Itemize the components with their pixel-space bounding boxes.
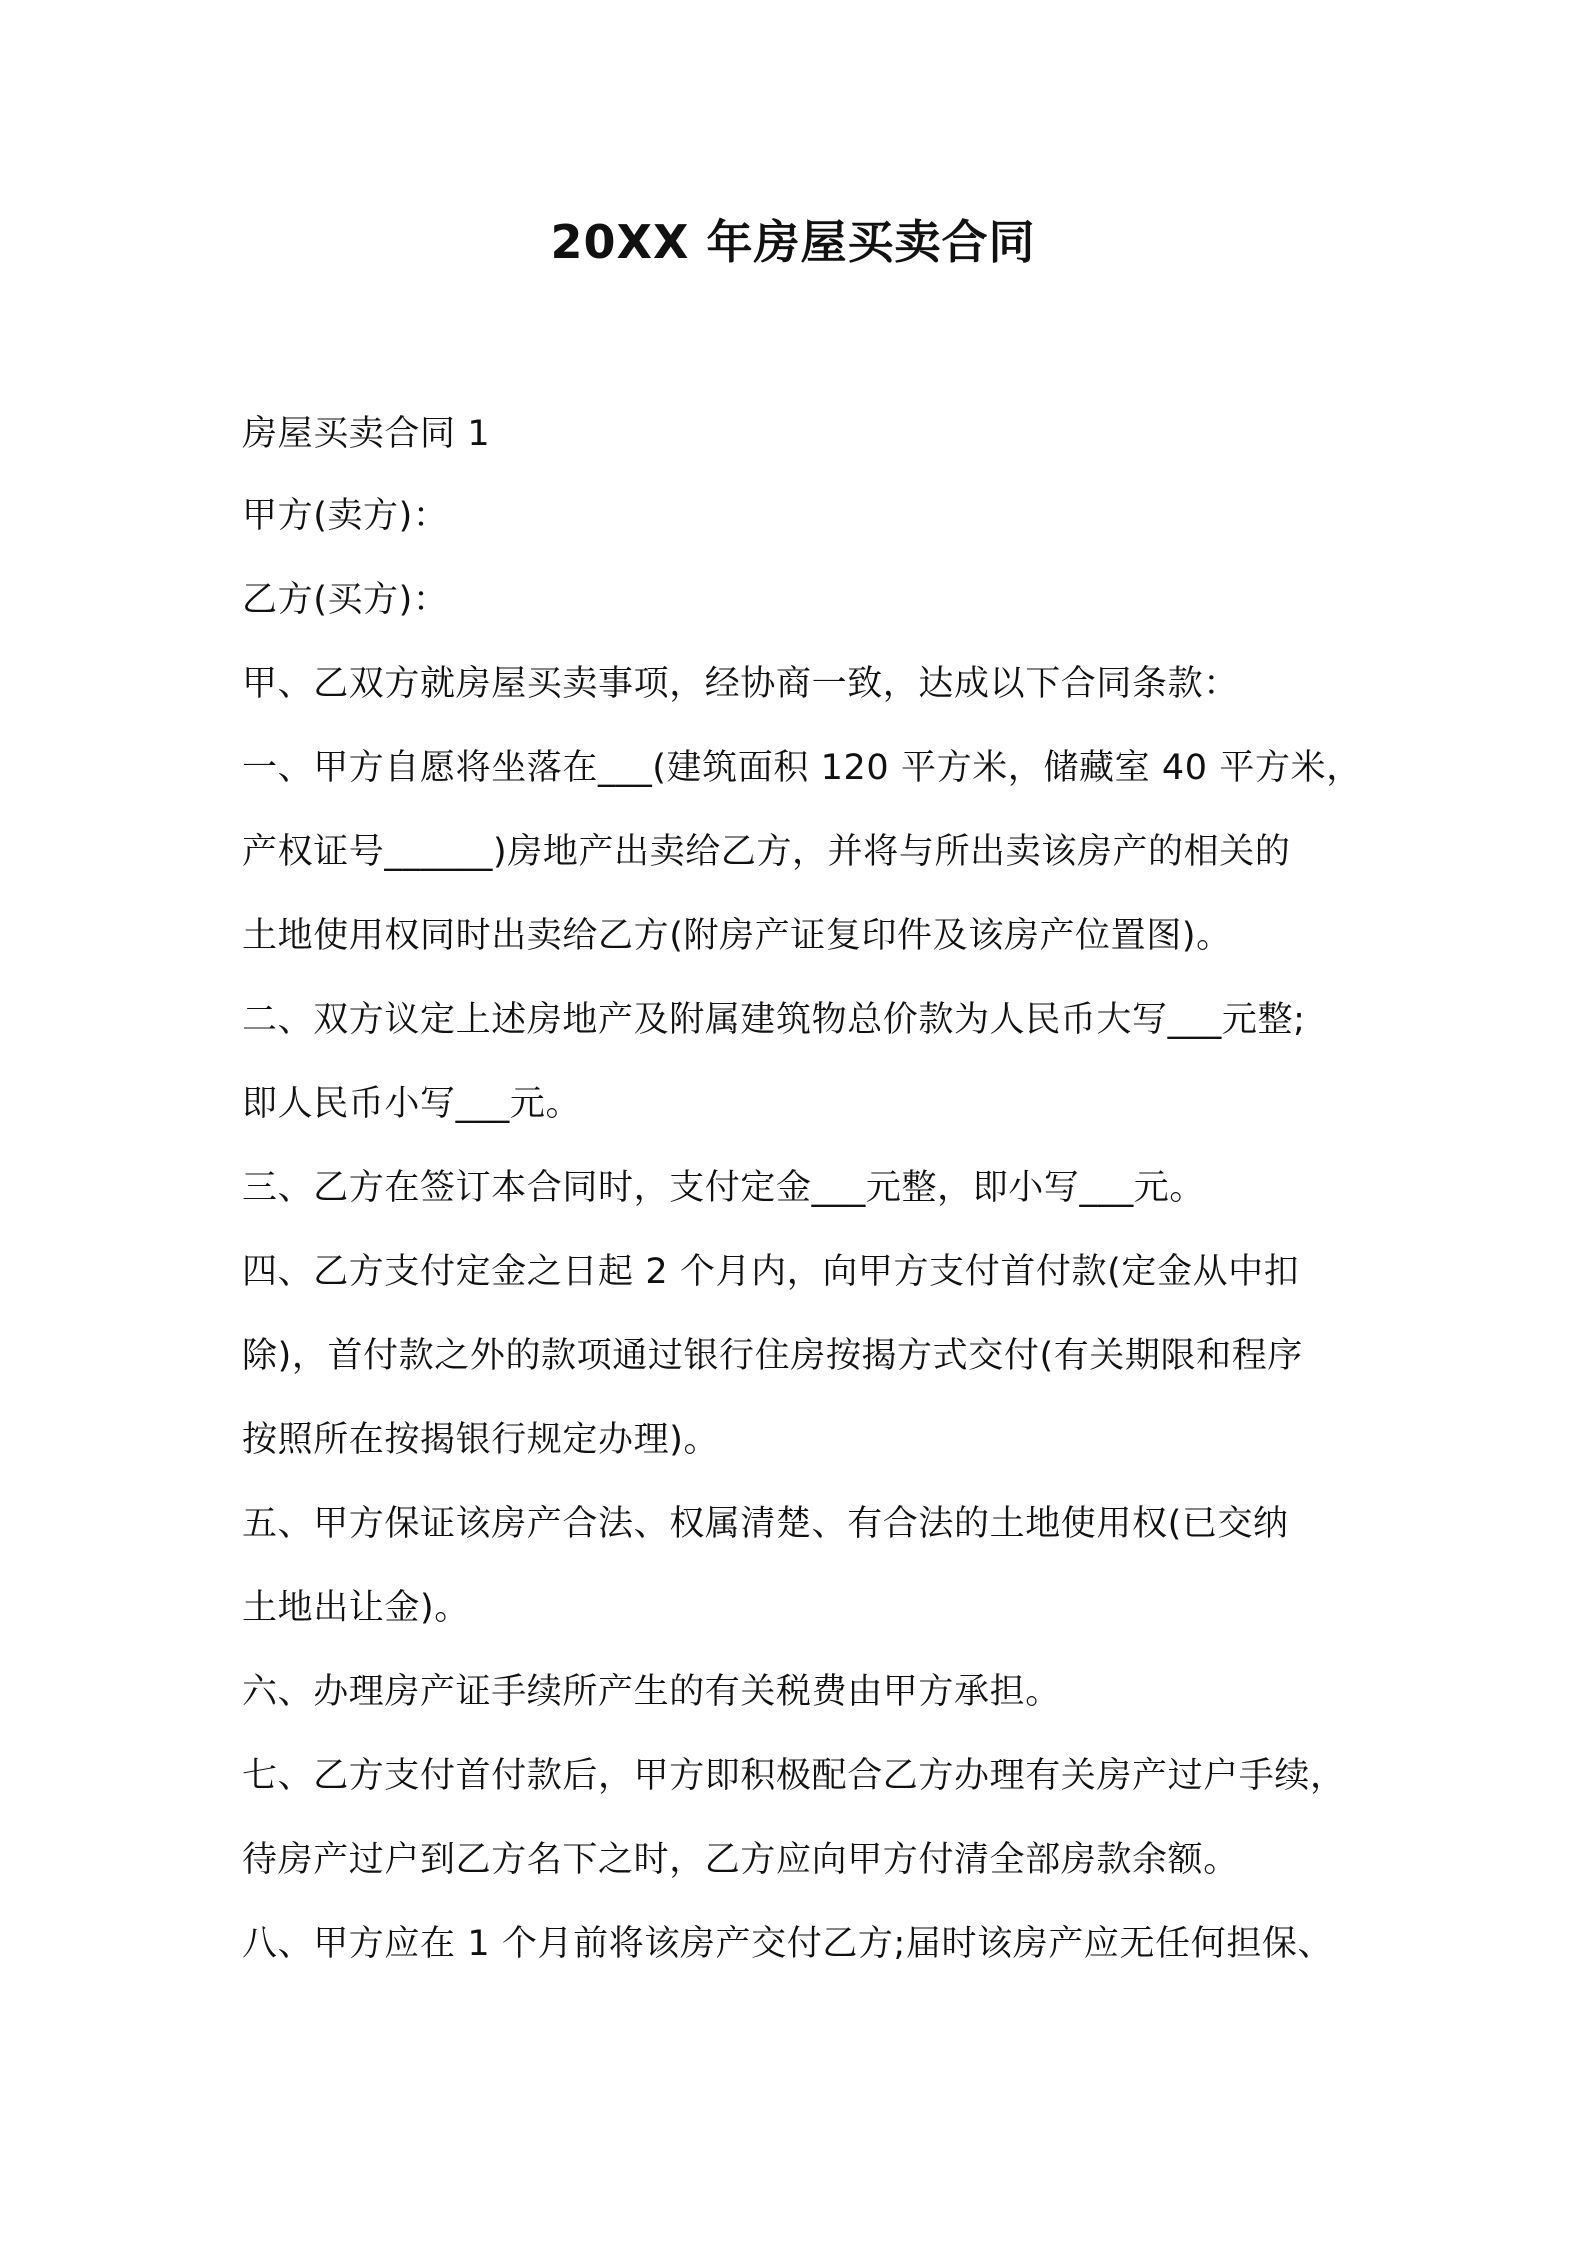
clause-1-line-2: 产权证号______)房地产出卖给乙方，并将与所出卖该房产的相关的 [242, 832, 1291, 872]
clause-3-line-1: 三、乙方在签订本合同时，支付定金___元整，即小写___元。 [242, 1168, 1206, 1208]
clause-2-line-1: 二、双方议定上述房地产及附属建筑物总价款为人民币大写___元整; [242, 1000, 1306, 1040]
clause-4-line-1: 四、乙方支付定金之日起 2 个月内，向甲方支付首付款(定金从中扣 [242, 1252, 1300, 1292]
clause-5-line-1: 五、甲方保证该房产合法、权属清楚、有合法的土地使用权(已交纳 [242, 1504, 1289, 1544]
clause-5-line-2: 土地出让金)。 [242, 1588, 470, 1628]
clause-4-line-3: 按照所在按揭银行规定办理)。 [242, 1420, 720, 1460]
clause-1-line-3: 土地使用权同时出卖给乙方(附房产证复印件及该房产位置图)。 [242, 916, 1232, 956]
clause-7-line-2: 待房产过户到乙方名下之时，乙方应向甲方付清全部房款余额。 [242, 1840, 1239, 1880]
clause-4-line-2: 除)，首付款之外的款项通过银行住房按揭方式交付(有关期限和程序 [242, 1336, 1303, 1376]
clause-8-line-1: 八、甲方应在 1 个月前将该房产交付乙方;届时该房产应无任何担保、 [242, 1924, 1334, 1964]
clause-6-line-1: 六、办理房产证手续所产生的有关税费由甲方承担。 [242, 1672, 1061, 1712]
party-a-line: 甲方(卖方)： [242, 496, 449, 536]
clause-1-line-1: 一、甲方自愿将坐落在___(建筑面积 120 平方米，储藏室 40 平方米， [242, 748, 1362, 788]
clause-7-line-1: 七、乙方支付首付款后，甲方即积极配合乙方办理有关房产过户手续， [242, 1756, 1346, 1796]
contract-subtitle: 房屋买卖合同 1 [242, 414, 491, 454]
party-b-line: 乙方(买方)： [242, 580, 449, 620]
preamble-line: 甲、乙双方就房屋买卖事项，经协商一致，达成以下合同条款： [242, 664, 1239, 704]
document-title: 20XX 年房屋买卖合同 [550, 215, 1036, 269]
clause-2-line-2: 即人民币小写___元。 [242, 1084, 582, 1124]
